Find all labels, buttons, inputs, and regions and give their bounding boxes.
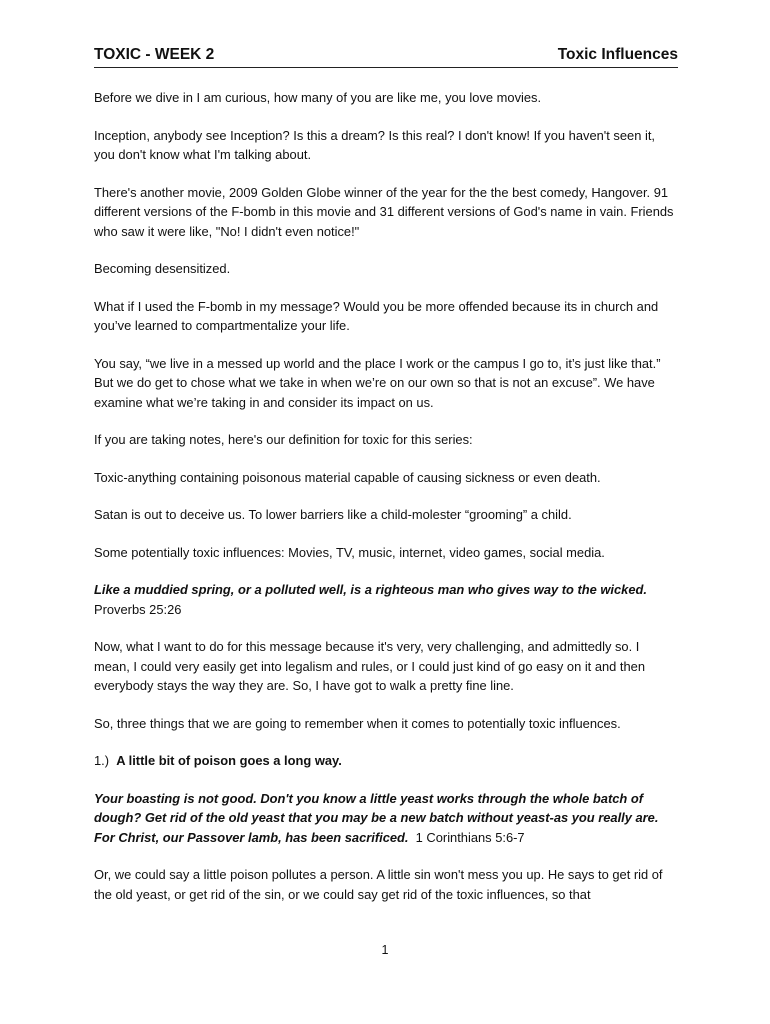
paragraph-desensitized: Becoming desensitized. <box>94 261 231 276</box>
paragraph-proverbs <box>94 580 678 619</box>
paragraph-toxic-definition: Toxic-anything containing poisonous material capable of causing sickness or even death. <box>94 469 601 485</box>
page-number: 1 <box>381 943 389 957</box>
document-page <box>94 46 678 922</box>
paragraph-three-things: So, three things that we are going to remember when it comes to potentially toxic influences. <box>94 715 621 731</box>
paragraph-corinthians <box>94 789 678 848</box>
paragraph-inception: Inception, anybody see Inception? Is this a dream? Is this real? I don't know! If you haven't seen it, you don't know what I'm talking about. <box>94 127 655 162</box>
paragraph-point-one <box>94 751 678 771</box>
corinthians-quote: Your boasting is not good. Don't you know a little yeast works through the whole batch of dough? Get rid of the old yeast that you may be a new batch without yeast-as you really are. For Christ, our Passover lamb, has been sacrificed. <box>94 790 659 845</box>
paragraph-intro: Before we dive in I am curious, how many of you are like me, you love movies. <box>94 90 542 105</box>
paragraph-messed-up-world: You say, “we live in a messed up world and the place I work or the campus I go to, it’s just like that.” But we do get to chose what we take in when we’re on our own so that is not an excuse”. We have examine what we’re taking in and consider its impact on us. <box>94 355 661 410</box>
paragraph-notes: If you are taking notes, here's our definition for toxic for this series: <box>94 432 473 447</box>
proverbs-reference: Proverbs 25:26 <box>94 601 182 617</box>
proverbs-quote: Like a muddied spring, or a polluted well, is a righteous man who gives way to the wicked. <box>94 582 647 597</box>
paragraph-hangover: There's another movie, 2009 Golden Globe winner of the year for the the best comedy, Hangover. 91 different versions of the F-bomb in this movie and 31 different versions of God's name in vain. Friends who saw it were like, "No! I didn't even notice!" <box>94 184 674 239</box>
point-one-heading: A little bit of poison goes a long way. <box>116 753 342 768</box>
document-body <box>94 88 678 904</box>
page-header <box>94 46 678 68</box>
corinthians-reference: 1 Corinthians 5:6-7 <box>415 829 525 845</box>
paragraph-f-bomb: What if I used the F-bomb in my message? Would you be more offended because its in church and you’ve learned to compartmentalize your life. <box>94 298 659 333</box>
header-title-left: TOXIC - WEEK 2 <box>94 46 215 63</box>
point-one-number: 1.) <box>94 753 110 768</box>
paragraph-little-poison: Or, we could say a little poison pollutes a person. A little sin won't mess you up. He says to get rid of the old yeast, or get rid of the sin, or we could say get rid of the toxic influences, so that <box>94 867 663 902</box>
paragraph-message-challenge: Now, what I want to do for this message because it's very, very challenging, and admittedly so. I mean, I could very easily get into legalism and rules, or I could just kind of go easy on it and then everybody stays the way they are. So, I have got to walk a pretty fine line. <box>94 639 646 693</box>
header-title-right: Toxic Influences <box>557 46 678 63</box>
paragraph-satan: Satan is out to deceive us. To lower barriers like a child-molester “grooming” a child. <box>94 507 572 522</box>
paragraph-influences-list: Some potentially toxic influences: Movies, TV, music, internet, video games, social media. <box>94 544 605 560</box>
